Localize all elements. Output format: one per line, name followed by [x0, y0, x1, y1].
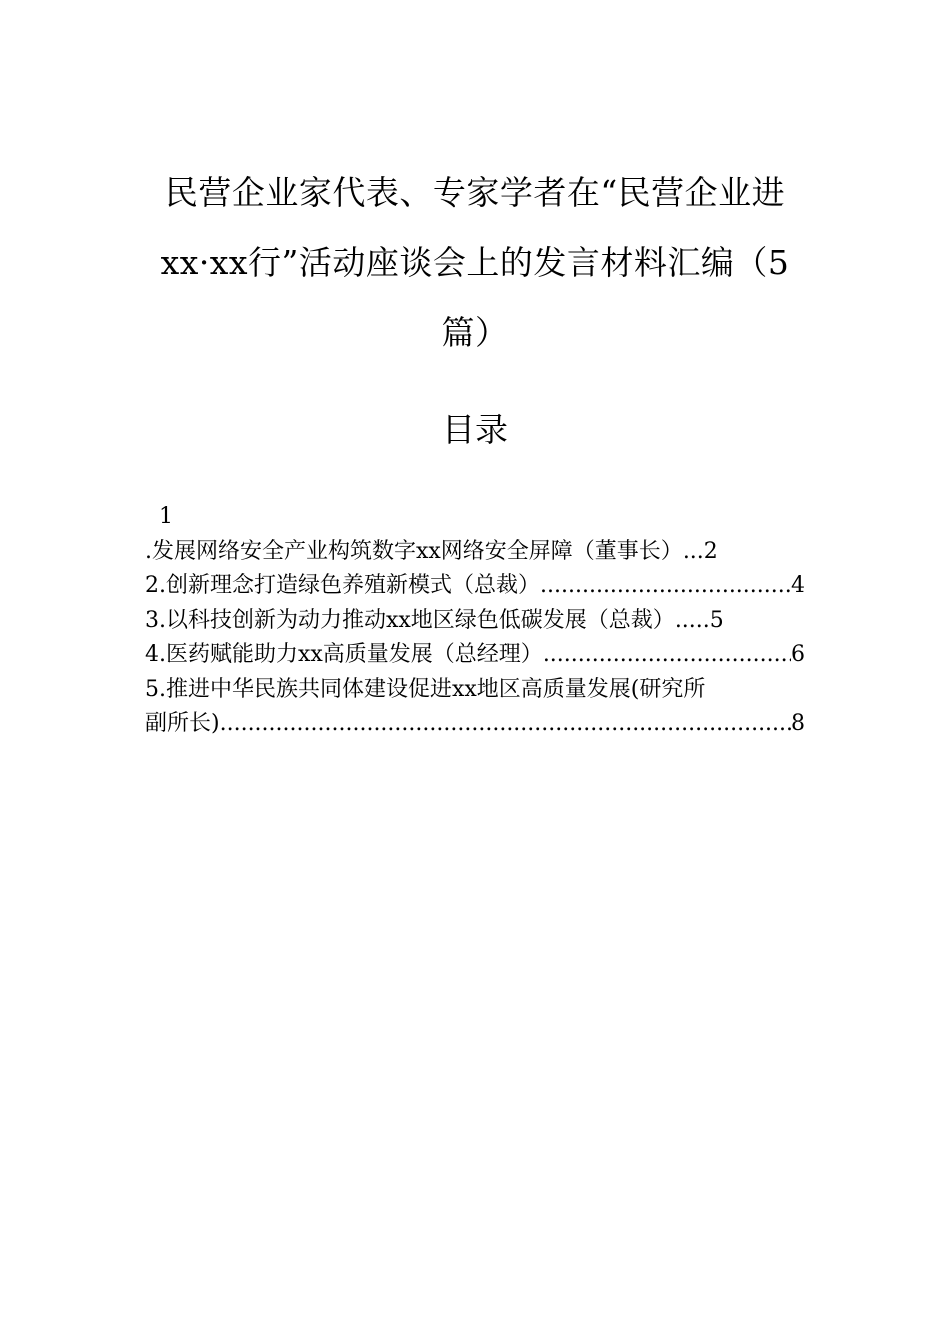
toc-leader-dots [540, 569, 791, 604]
toc-entry-1-number: 1 [159, 504, 173, 529]
toc-entry-4[interactable] [145, 638, 805, 673]
toc-entry-2-page: 4 [791, 573, 805, 598]
toc-entry-5-page: 8 [791, 711, 805, 736]
document-title [145, 158, 805, 368]
toc-entry-4-page: 6 [791, 642, 805, 667]
toc-leader-dots [683, 535, 704, 570]
toc-entry-2-text: 2.创新理念打造绿色养殖新模式（总裁） [145, 573, 540, 598]
toc-leader-dots [220, 707, 791, 742]
toc-entry-1-text: .发展网络安全产业构筑数字xx网络安全屏障（董事长） [145, 538, 683, 564]
toc-entry-5-text-line-2: 副所长) [145, 711, 220, 736]
toc-entry-5-text-line-1: 5.推进中华民族共同体建设促进xx地区高质量发展(研究所 [145, 676, 706, 702]
toc-entry-2[interactable] [145, 569, 805, 604]
toc-entry-1-page: 2 [703, 538, 718, 564]
toc-entry-3-text: 3.以科技创新为动力推动xx地区绿色低碳发展（总裁） [145, 607, 675, 633]
toc-entry-5[interactable] [145, 673, 805, 742]
toc-leader-dots [675, 604, 710, 639]
toc-entry-3-page: 5 [709, 607, 724, 633]
toc-entry-1[interactable] [145, 535, 805, 570]
title-line-1: 民营企业家代表、专家学者在“民营企业进 [164, 173, 786, 212]
toc-entry-4-text: 4.医药赋能助力xx高质量发展（总经理） [145, 642, 543, 667]
toc-heading: 目录 [442, 410, 508, 449]
title-line-2: xx·xx行”活动座谈会上的发言材料汇编（5 [160, 243, 790, 282]
title-line-3: 篇） [441, 313, 509, 352]
toc-leader-dots [543, 638, 791, 673]
toc-entry-3[interactable] [145, 604, 805, 639]
table-of-contents [145, 500, 805, 742]
